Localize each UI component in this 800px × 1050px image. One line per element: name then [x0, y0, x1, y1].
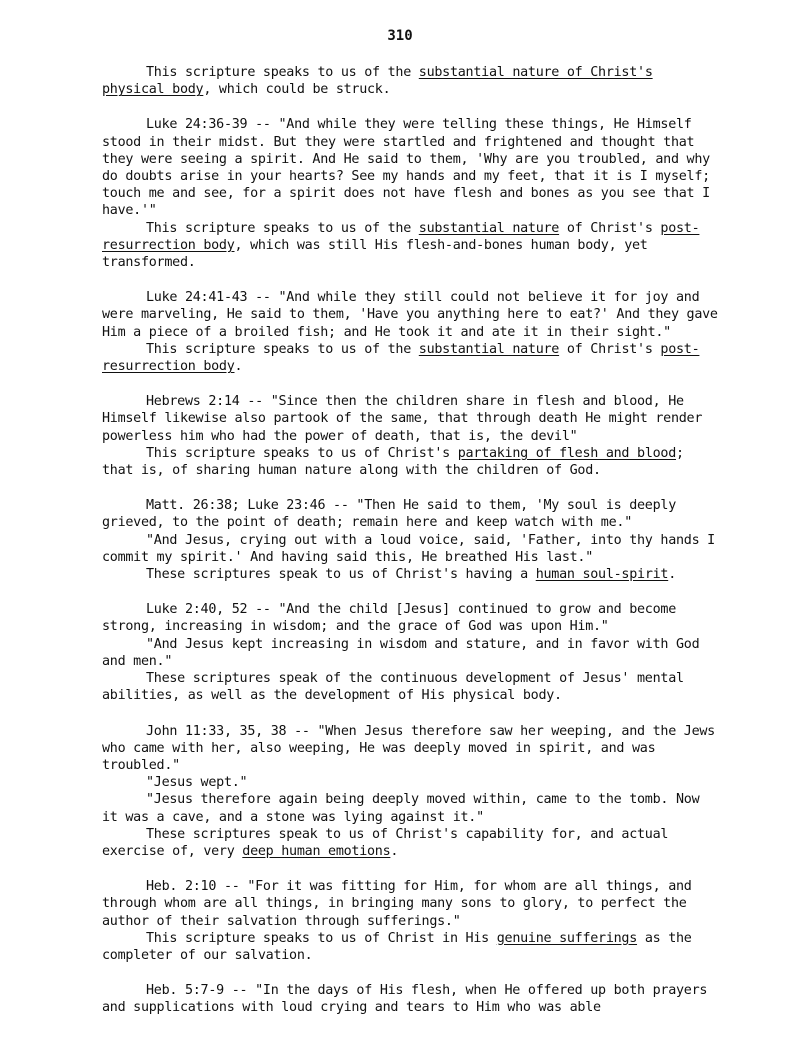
scripture-section [102, 497, 722, 583]
text-run: Luke 24:36-39 -- "And while they were telling these things, He Himself stood in their midst. But they were startled and frightened and thought that they were seeing a spirit. And He said to them, 'Why are you troubled, and why do doubts arise in your hearts? See my hands and my feet, that it is I myself; touch me and see, for a spirit does not have flesh and bones as you see that I have.'" [102, 117, 710, 219]
text-run: Hebrews 2:14 -- "Since then the children share in flesh and blood, He Himself likewise also partook of the same, that through death He might render powerless him who had the power of death, that is, the devil" [102, 394, 703, 444]
page-body [102, 64, 722, 1035]
text-run: Heb. 2:10 -- "For it was fitting for Him, for whom are all things, and through whom are all things, in bringing many sons to glory, to perfect the author of their salvation through sufferings." [102, 879, 692, 929]
underlined-phrase: human soul-spirit [535, 567, 669, 583]
paragraph [102, 64, 722, 98]
text-run: "And Jesus kept increasing in wisdom and stature, and in favor with God and men." [102, 636, 700, 669]
scripture-section [102, 116, 722, 271]
text-run: , which could be struck. [203, 82, 391, 98]
underlined-phrase: substantial nature of Christ's physical body [102, 65, 653, 98]
paragraph [102, 601, 722, 635]
text-run: , which was still His flesh-and-bones human body, yet transformed. [102, 237, 648, 271]
text-run: . [390, 843, 399, 859]
paragraph [102, 220, 722, 272]
text-run: as the completer of our salvation. [102, 930, 692, 963]
text-run: These scriptures speak to us of Christ's capability for, and actual exercise of, very [102, 826, 669, 859]
paragraph [102, 341, 722, 375]
paragraph [102, 636, 722, 670]
scripture-section [102, 393, 722, 479]
text-run: Luke 24:41-43 -- "And while they still could not believe it for joy and were marveling, He said to them, 'Have you anything here to eat?' And they gave Him a piece of a broiled fish; and He took it and ate it in their sight." [102, 290, 718, 340]
paragraph [102, 826, 722, 860]
paragraph [102, 982, 722, 1016]
text-run: "And Jesus, crying out with a loud voice, said, 'Father, into thy hands I commit my spirit.' And having said this, He breathed His last." [102, 532, 715, 565]
text-run: These scriptures speak of the continuous development of Jesus' mental abilities, as well as the development of His physical body. [102, 671, 684, 704]
scripture-section [102, 982, 722, 1016]
text-run: . [668, 567, 676, 583]
paragraph [102, 930, 722, 964]
text-run: John 11:33, 35, 38 -- "When Jesus therefore saw her weeping, and the Jews who came with her, also weeping, He was deeply moved in spirit, and was troubled." [102, 723, 715, 773]
scripture-section [102, 878, 722, 964]
text-run: "Jesus therefore again being deeply moved within, came to the tomb. Now it was a cave, and a stone was lying against it." [102, 792, 700, 825]
text-run: This scripture speaks to us of the [146, 220, 419, 236]
page-number: 310 [387, 28, 413, 44]
paragraph [102, 791, 722, 825]
paragraph [102, 723, 722, 775]
text-run: This scripture speaks to us of Christ in His [146, 930, 497, 946]
paragraph [102, 566, 722, 583]
text-run: of Christ's [559, 220, 661, 236]
underlined-phrase: deep human emotions [242, 843, 391, 859]
paragraph [102, 774, 722, 791]
underlined-phrase: substantial nature [418, 220, 560, 236]
paragraph [102, 532, 722, 566]
text-run: Luke 2:40, 52 -- "And the child [Jesus] continued to grow and become strong, increasing in wisdom; and the grace of God was upon Him." [102, 602, 676, 635]
scripture-section [102, 289, 722, 375]
text-run: Matt. 26:38; Luke 23:46 -- "Then He said to them, 'My soul is deeply grieved, to the point of death; remain here and keep watch with me." [102, 498, 676, 531]
text-run: This scripture speaks to us of the [146, 65, 419, 80]
paragraph [102, 445, 722, 479]
text-run: . [234, 359, 243, 375]
paragraph [102, 393, 722, 445]
text-run: This scripture speaks to us of Christ's [146, 445, 458, 461]
text-run: These scriptures speak to us of Christ's having a [146, 567, 536, 583]
text-run: Heb. 5:7-9 -- "In the days of His flesh, when He offered up both prayers and supplications with loud crying and tears to Him who was able [102, 983, 708, 1016]
text-run: This scripture speaks to us of the [146, 341, 419, 357]
underlined-phrase: partaking of flesh and blood [457, 445, 676, 461]
underlined-phrase: substantial nature [418, 341, 560, 357]
scripture-section [102, 601, 722, 704]
underlined-phrase: genuine sufferings [496, 930, 638, 946]
scripture-section [102, 64, 722, 98]
scripture-section [102, 723, 722, 861]
underlined-phrase: post-resurrection body [102, 220, 700, 253]
underlined-phrase: post-resurrection body [102, 341, 700, 375]
paragraph [102, 497, 722, 531]
text-run: of Christ's [559, 341, 661, 357]
text-run: ; that is, of sharing human nature along with the children of God. [102, 445, 684, 479]
paragraph [102, 289, 722, 341]
paragraph [102, 878, 722, 930]
paragraph [102, 670, 722, 704]
paragraph [102, 116, 722, 219]
text-run: "Jesus wept." [146, 775, 248, 791]
